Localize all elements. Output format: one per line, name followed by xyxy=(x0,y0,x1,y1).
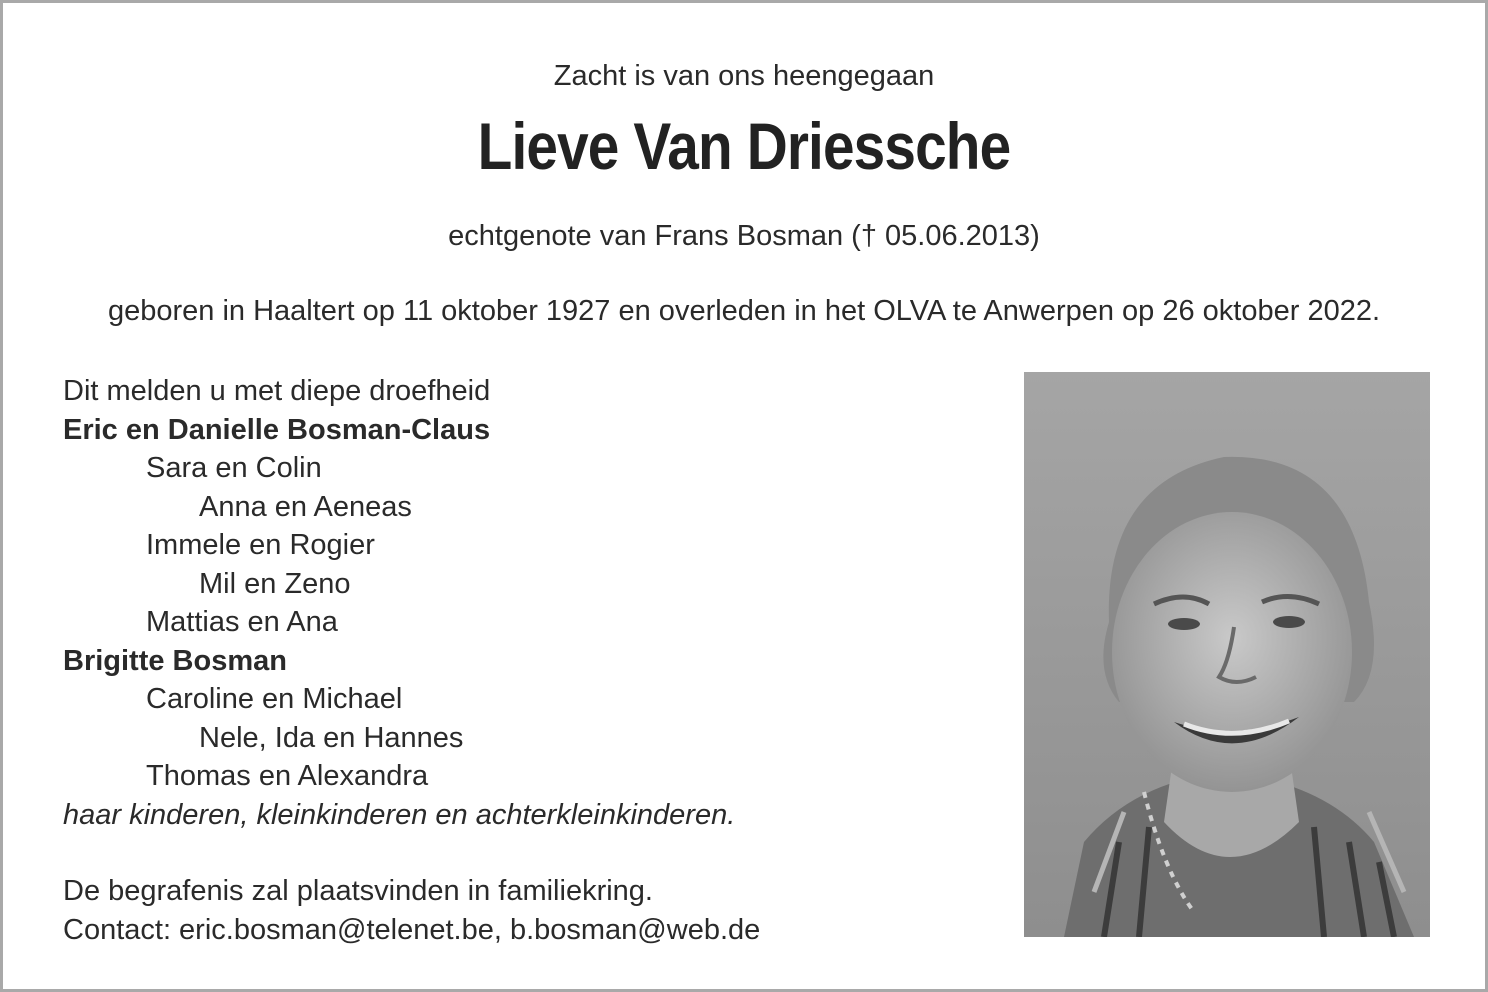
funeral-line: De begrafenis zal plaatsvinden in familiekring. xyxy=(63,875,653,907)
grandchild-name: Caroline en Michael xyxy=(146,683,403,715)
opening-line: Dit melden u met diepe droefheid xyxy=(63,375,491,407)
spouse-line: echtgenote van Frans Bosman († 05.06.2013) xyxy=(448,220,1040,252)
child-name: Eric en Danielle Bosman-Claus xyxy=(63,413,491,446)
great-grandchild-name: Mil en Zeno xyxy=(199,567,351,600)
grandchild-name: Thomas en Alexandra xyxy=(146,760,429,792)
great-grandchild-name: Anna en Aeneas xyxy=(199,490,412,523)
family-list xyxy=(63,372,760,949)
intro-text: Zacht is van ons heengegaan xyxy=(553,60,935,92)
child-name: Brigitte Bosman xyxy=(63,644,287,677)
grandchild-name: Sara en Colin xyxy=(146,452,322,484)
deceased-name: Lieve Van Driessche xyxy=(477,109,1011,183)
contact-line: Contact: eric.bosman@telenet.be, b.bosman@web.de xyxy=(63,913,761,946)
portrait-photo xyxy=(1024,372,1430,937)
portrait-illustration xyxy=(1024,372,1430,937)
great-grandchild-name: Nele, Ida en Hannes xyxy=(199,721,464,754)
birth-death-line: geboren in Haaltert op 11 oktober 1927 en overleden in het OLVA te Anwerpen op 26 oktober 2022. xyxy=(107,295,1381,327)
closing-line: haar kinderen, kleinkinderen en achterkleinkinderen. xyxy=(63,798,736,831)
grandchild-name: Immele en Rogier xyxy=(146,529,375,561)
spacer xyxy=(63,834,760,872)
grandchild-name: Mattias en Ana xyxy=(146,606,338,638)
